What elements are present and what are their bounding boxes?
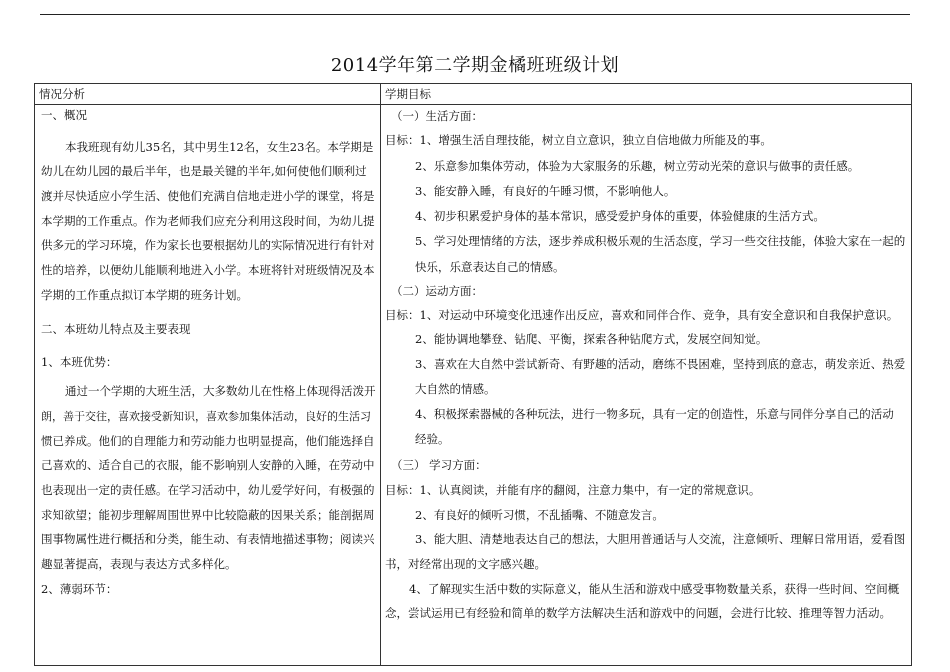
- strengths-line: 朗，善于交往，喜欢接受新知识，喜欢参加集体活动，良好的生活习: [41, 410, 371, 423]
- study-goal: 2、有良好的倾听习惯，不乱插嘴、不随意发言。: [415, 508, 664, 522]
- life-goal: 3、能安静入睡，有良好的午睡习惯，不影响他人。: [415, 184, 676, 198]
- overview-line: 学期的工作重点拟订本学期的班务计划。: [41, 288, 248, 302]
- study-goal: 3、能大胆、清楚地表达自己的想法，大胆用普通话与人交流，注意倾听、理解日常用语，爱看图: [415, 532, 906, 546]
- sport-goal-continued: 经验。: [415, 432, 450, 446]
- strengths-line: 惯已养成。他们的自理能力和劳动能力也明显提高，他们能选择自: [41, 434, 375, 448]
- life-section-heading: （一）生活方面：: [391, 109, 483, 123]
- section-overview-heading: 一、概况: [41, 108, 87, 122]
- strengths-line: 趣显著提高，表现与表达方式多样化。: [41, 557, 237, 571]
- sport-goal: 4、积极探索器械的各种玩法，进行一物多玩，具有一定的创造性，乐意与同伴分享自己的活动: [415, 407, 894, 421]
- overview-line: 本学期的工作重点。作为老师我们应充分利用这段时间，为幼儿提: [41, 214, 375, 228]
- header-situation-analysis: 情况分析: [35, 84, 381, 105]
- overview-line: 本我班现有幼儿35名，其中男生12名，女生23名。本学期是: [65, 140, 374, 154]
- study-section-heading: （三） 学习方面：: [391, 458, 487, 472]
- strengths-line: 求知欲望；能初步理解周围世界中比较隐蔽的因果关系；能剖据周: [41, 508, 375, 522]
- life-goal: 5、学习处理情绪的方法，逐步养成积极乐观的生活态度，学习一些交往技能，体验大家在一起的: [415, 234, 906, 248]
- life-goal-continued: 快乐，乐意表达自己的情感。: [415, 260, 565, 274]
- life-goal: 目标：1、增强生活自理技能，树立自立意识，独立自信地做力所能及的事。: [385, 133, 772, 147]
- situation-analysis-cell: [35, 105, 381, 666]
- section-characteristics-heading: 二、本班幼儿特点及主要表现: [41, 322, 191, 336]
- header-semester-goals: 学期目标: [381, 84, 912, 105]
- strengths-heading: 1、本班优势：: [41, 355, 118, 369]
- life-goal: 2、乐意参加集体劳动，体验为大家服务的乐趣，树立劳动光荣的意识与做事的责任感。: [415, 159, 860, 173]
- weaknesses-heading: 2、薄弱环节：: [41, 582, 118, 596]
- sport-goal-continued: 大自然的情感。: [415, 382, 496, 396]
- strengths-line: 己喜欢的、适合自己的衣服，能不影响别人安静的入睡，在劳动中: [41, 458, 375, 472]
- study-goal: 4、了解现实生活中数的实际意义，能从生活和游戏中感受事物数量关系，获得一些时间、空间概: [409, 582, 900, 596]
- plan-table: [34, 83, 912, 666]
- overview-line: 性的培养，以便幼儿能顺利地进入小学。本班将针对班级情况及本: [41, 263, 375, 277]
- strengths-line: 也表现出一定的责任感。在学习活动中，幼儿爱学好问，有极强的: [41, 483, 375, 497]
- strengths-line: 围事物属性进行概括和分类，能生动、有表情地描述事物；阅读兴: [41, 532, 375, 546]
- overview-line: 幼儿在幼儿园的最后半年，也是最关键的半年,如何使他们顺利过: [41, 164, 367, 178]
- page-title: 2014学年第二学期金橘班班级计划: [330, 55, 620, 76]
- top-rule: [40, 14, 910, 15]
- sport-goal: 3、喜欢在大自然中尝试新奇、有野趣的活动，磨练不畏困难，坚持到底的意志，萌发亲近、热爱: [415, 357, 906, 371]
- overview-line: 供多元的学习环境，作为家长也要根据幼儿的实际情况进行有针对: [41, 238, 375, 252]
- sport-goal: 目标：1、对运动中环境变化迅速作出反应，喜欢和同伴合作、竞争，具有安全意识和自我保护意识。: [385, 308, 899, 322]
- life-goal: 4、初步积累爱护身体的基本常识，感受爱护身体的重要，体验健康的生活方式。: [415, 209, 825, 223]
- overview-line: 渡并尽快适应小学生活、使他们充满自信地走进小学的课堂，将是: [41, 189, 375, 203]
- strengths-line: 通过一个学期的大班生活，大多数幼儿在性格上体现得活泼开: [65, 384, 376, 398]
- study-goal: 目标：1、认真阅读，并能有序的翻阅，注意力集中，有一定的常规意识。: [385, 483, 761, 497]
- study-goal-continued: 书，对经常出现的文字感兴趣。: [385, 557, 546, 571]
- sport-goal: 2、能协调地攀登、钻爬、平衡，探索各种钻爬方式，发展空间知觉。: [415, 332, 768, 346]
- sport-section-heading: （二）运动方面：: [391, 284, 483, 298]
- semester-goals-cell: [381, 105, 912, 666]
- study-goal-continued: 念，尝试运用已有经验和简单的数学方法解决生活和游戏中的问题，会进行比较、推理等智力活动。: [385, 606, 891, 620]
